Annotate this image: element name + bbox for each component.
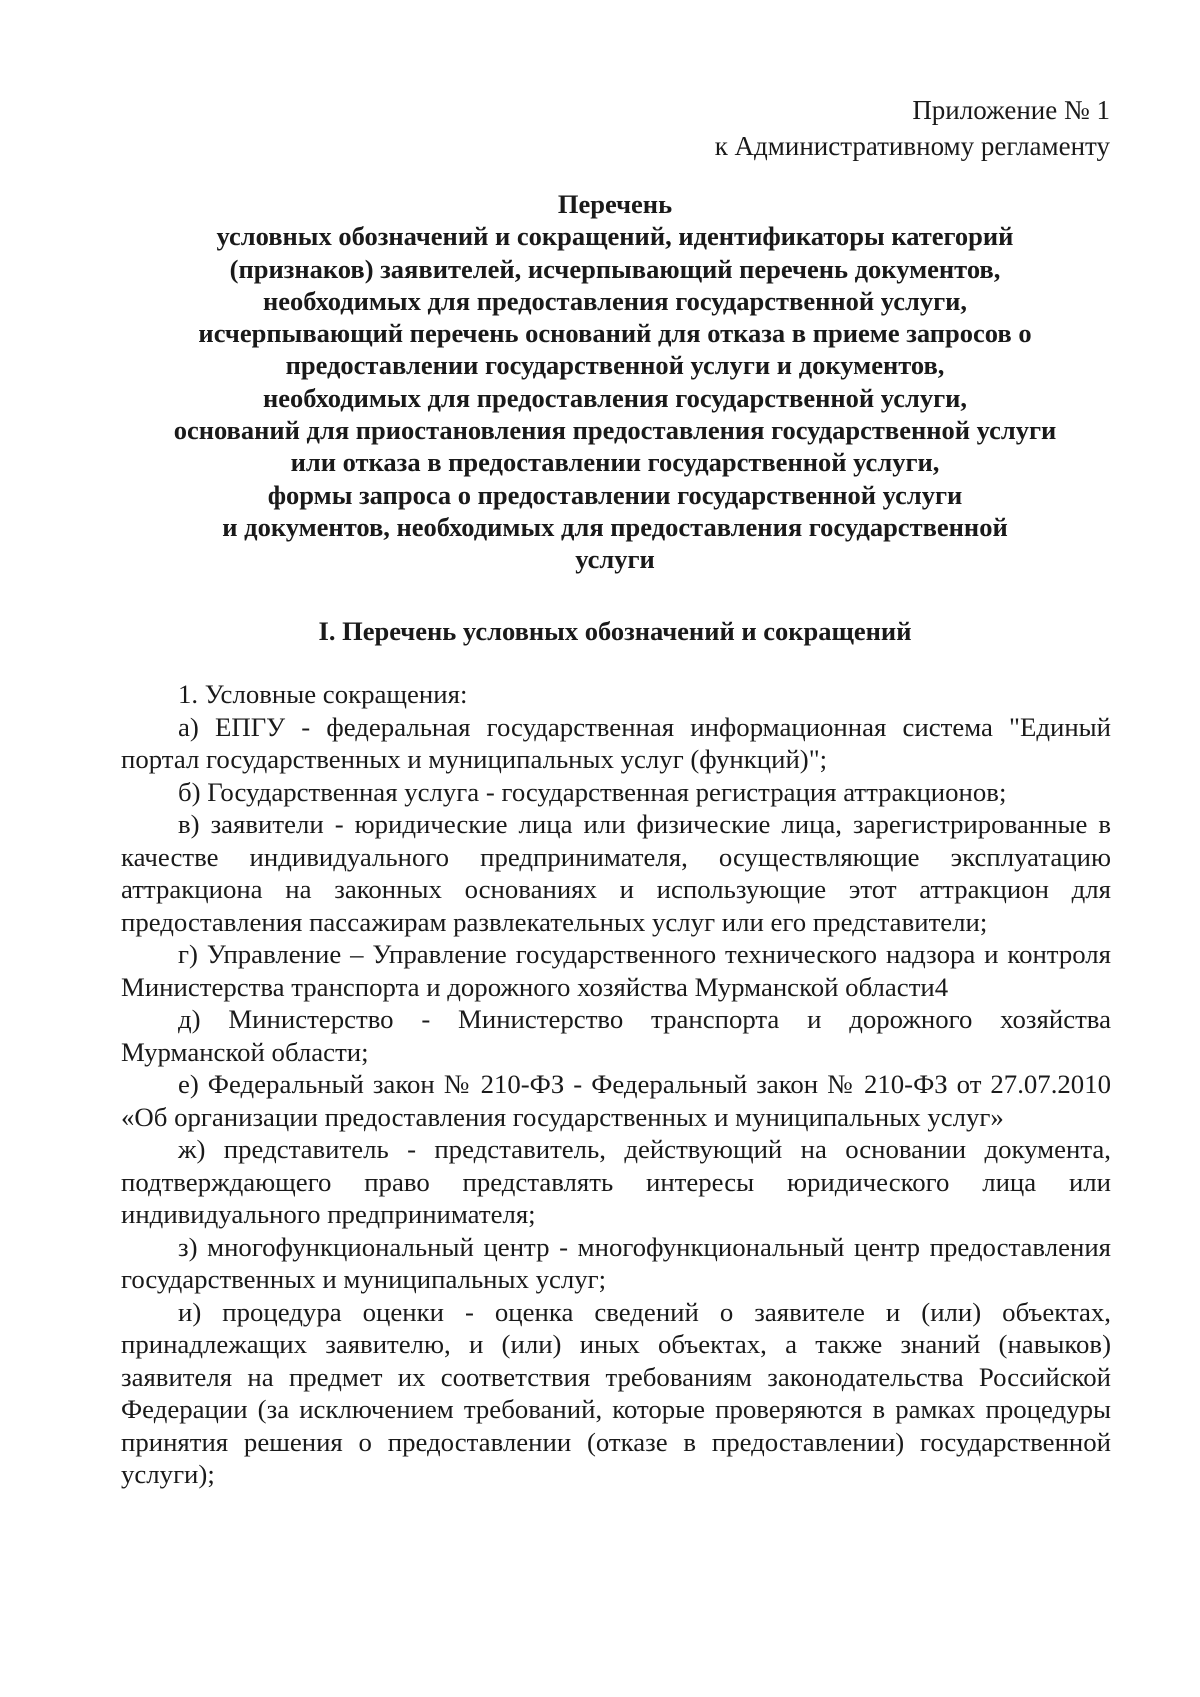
title-line: условных обозначений и сокращений, идентификаторы категорий xyxy=(216,221,1014,252)
title-line: исчерпывающий перечень оснований для отказа в приеме запросов о xyxy=(198,318,1032,349)
title-line: и документов, необходимых для предоставления государственной xyxy=(222,511,1008,542)
paragraph-intro: 1. Условные сокращения: xyxy=(178,679,468,709)
title-line: услуги xyxy=(575,544,655,575)
appendix-reference: к Административному регламенту xyxy=(714,131,1110,161)
title-line: необходимых для предоставления государственной услуги, xyxy=(262,285,968,316)
paragraph-i: и) процедура оценки - оценка сведений о заявителе и (или) объектах, принадлежащих заявителю, и (или) иных объектах, а также знаний (навыков) заявителя на предмет их соответствия требованиям законодательства Российской Федерации (за исключением требований, которые проверяются в рамках процедуры принятия решения о предоставлении (отказе в предоставлении) государственной услуги); xyxy=(121,1296,1111,1489)
paragraph-zh: ж) представитель - представитель, действующий на основании документа, подтверждающего право представлять интересы юридического лица или индивидуального предпринимателя; xyxy=(121,1134,1111,1229)
document-title xyxy=(115,188,1115,576)
title-line: необходимых для предоставления государственной услуги, xyxy=(262,382,968,413)
paragraph-a: а) ЕПГУ - федеральная государственная информационная система "Единый портал государственных и муниципальных услуг (функций)"; xyxy=(121,711,1111,774)
paragraph-v: в) заявители - юридические лица или физические лица, зарегистрированные в качестве индивидуального предпринимателя, осуществляющие эксплуатацию аттракциона на законных основаниях и использующие этот аттракцион для предоставления пассажирам развлекательных услуг или его представители; xyxy=(121,809,1111,937)
section-heading: I. Перечень условных обозначений и сокращений xyxy=(318,616,912,646)
paragraph-g: г) Управление – Управление государственного технического надзора и контроля Министерства транспорта и дорожного хозяйства Мурманской области4 xyxy=(121,939,1111,1002)
document-body xyxy=(121,678,1111,1491)
paragraph-b: б) Государственная услуга - государственная регистрация аттракционов; xyxy=(178,776,1007,807)
title-line: предоставлении государственной услуги и документов, xyxy=(285,350,945,381)
title-line: Перечень xyxy=(557,189,673,219)
title-line: (признаков) заявителей, исчерпывающий перечень документов, xyxy=(229,253,1001,284)
paragraph-d: д) Министерство - Министерство транспорта и дорожного хозяйства Мурманской области; xyxy=(121,1004,1111,1067)
appendix-number: Приложение № 1 xyxy=(912,95,1110,125)
title-line: или отказа в предоставлении государственной услуги, xyxy=(290,447,940,478)
appendix-header xyxy=(510,92,1110,164)
paragraph-z: з) многофункциональный центр - многофункциональный центр предоставления государственных и муниципальных услуг; xyxy=(121,1231,1111,1294)
title-line: оснований для приостановления предоставления государственной услуги xyxy=(173,415,1057,446)
paragraph-e: е) Федеральный закон № 210-ФЗ - Федеральный закон № 210-ФЗ от 27.07.2010 «Об организации предоставления государственных и муниципальных услуг» xyxy=(121,1069,1111,1132)
title-line: формы запроса о предоставлении государственной услуги xyxy=(267,479,963,510)
